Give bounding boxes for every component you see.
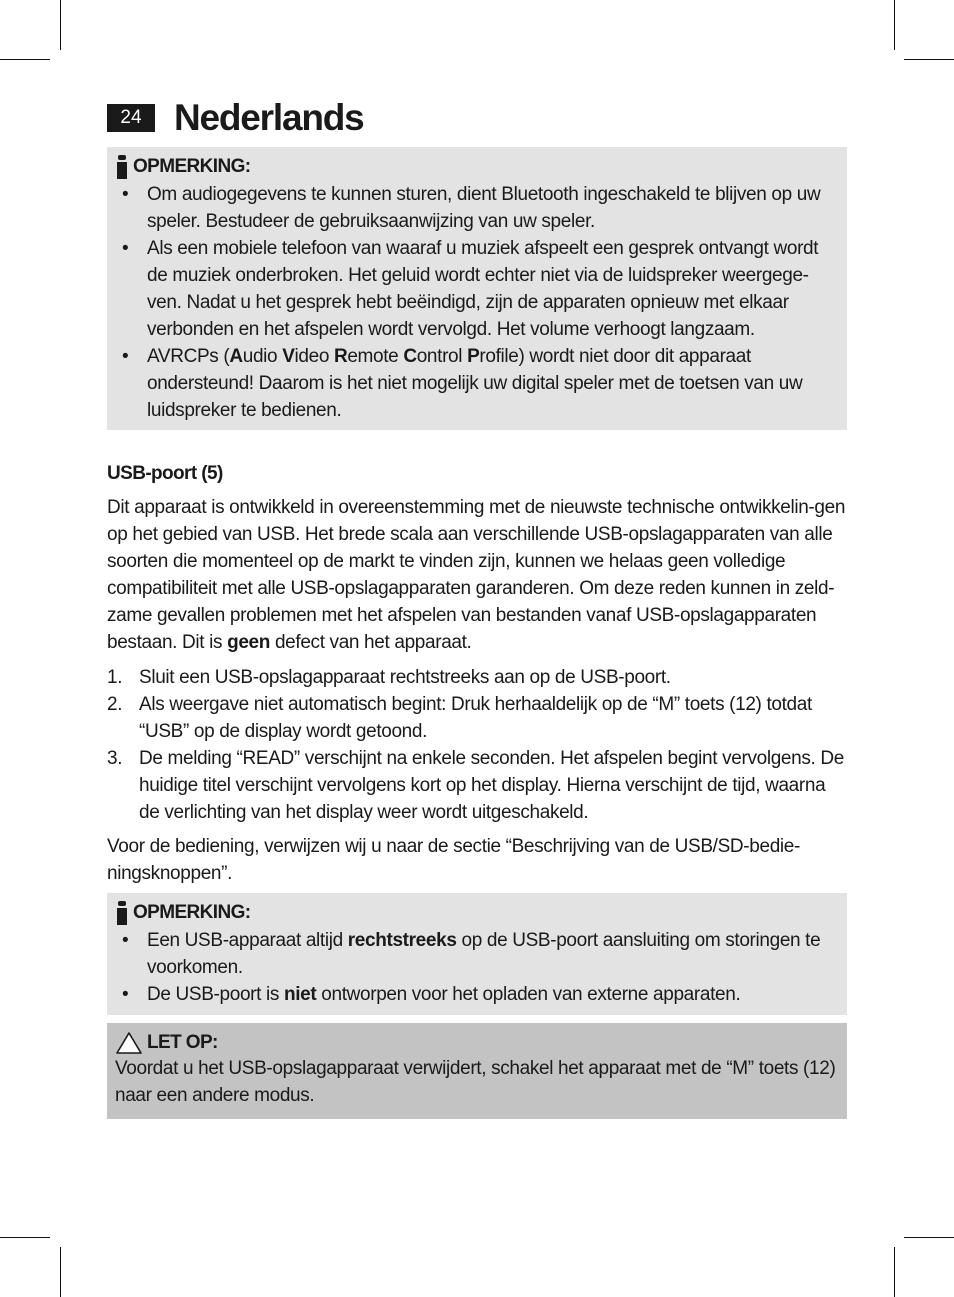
crop-mark [60, 1247, 61, 1297]
note-item-bold: rechtstreeks [347, 930, 457, 951]
bold-letter: A [229, 346, 243, 367]
caution-heading-text: LET OP: [147, 1032, 218, 1053]
note-item-text: ontworpen voor het opladen van externe apparaten. [316, 984, 741, 1005]
crop-mark [894, 1247, 895, 1297]
crop-mark [894, 0, 895, 50]
page-title: Nederlands [174, 97, 364, 138]
page-number: 24 [107, 104, 155, 132]
note-item-text: emote [347, 346, 404, 367]
crop-mark [0, 59, 50, 60]
note-box [107, 147, 847, 430]
step-text: De melding “READ” verschijnt na enkele seconden. Het afspelen begint vervolgens. De huidige titel verschijnt vervolgens kort op het display. Hierna verschijnt de tijd, waarna de verlichting van het display weer wordt uitgeschakeld. [139, 748, 844, 823]
info-icon [115, 155, 128, 179]
warning-triangle-icon [115, 1031, 143, 1055]
step-number: 1. [107, 667, 123, 688]
note-item [115, 981, 839, 1008]
info-icon [115, 901, 128, 925]
step-item [107, 691, 847, 745]
note-item-text: Een USB-apparaat altijd [147, 930, 348, 951]
bold-letter: R [333, 346, 348, 367]
step-item [107, 664, 847, 691]
outro-paragraph: Voor de bediening, verwijzen wij u naar de sectie “Beschrijving van de USB/SD-bedie-ningsknoppen”. [107, 836, 800, 884]
note-item-text: Als een mobiele telefoon van waaraf u muziek afspeelt een gesprek ontvangt wordt de muziek onderbroken. Het geluid wordt echter niet via de luidspreker weergege-ven. Nadat u het gesprek hebt beëindigd, zijn de apparaten opnieuw met elkaar verbonden en het afspelen wordt vervolgd. Het volume verhoogt langzaam. [147, 238, 819, 340]
bold-letter: V [282, 346, 295, 367]
note-item-text: ontrol [416, 346, 468, 367]
note-heading-text: OPMERKING: [133, 156, 251, 177]
note-heading [115, 901, 839, 925]
step-number: 3. [107, 748, 123, 769]
note-item-text: De USB-poort is [147, 984, 284, 1005]
note-item [115, 343, 839, 424]
note-heading-text: OPMERKING: [133, 902, 251, 923]
crop-mark [60, 0, 61, 50]
caution-text: Voordat u het USB-opslagapparaat verwijdert, schakel het apparaat met de “M” toets (12) naar een andere modus. [115, 1058, 836, 1106]
bold-letter: C [403, 346, 417, 367]
note-box [107, 893, 847, 1015]
caution-box [107, 1023, 847, 1119]
intro-text: defect van het apparaat. [270, 632, 472, 653]
note-item-text: AVRCPs ( [147, 346, 230, 367]
step-number: 2. [107, 694, 123, 715]
caution-heading [115, 1031, 839, 1055]
note-item-text: ideo [294, 346, 334, 367]
intro-text: Dit apparaat is ontwikkeld in overeenstemming met de nieuwste technische ontwikkelin-gen op het gebied van USB. Het brede scala aan verschillende USB-opslagapparaten van alle soorten die momenteel op de markt te vinden zijn, kunnen we helaas geen volledige compatibiliteit met alle USB-opslagapparaten garanderen. Om deze reden kunnen in zeld-zame gevallen problemen met het afspelen van bestanden vanaf USB-opslagapparaten bestaan. Dit is [107, 497, 846, 653]
note-item-text: udio [242, 346, 283, 367]
crop-mark [904, 59, 954, 60]
note-heading [115, 155, 839, 179]
intro-bold: geen [227, 632, 271, 653]
intro-paragraph [107, 494, 852, 656]
note-item [115, 927, 839, 981]
note-item [115, 235, 839, 343]
step-text: Sluit een USB-opslagapparaat rechtstreeks aan op de USB-poort. [139, 667, 671, 688]
step-item [107, 745, 847, 826]
note-item-text: rofile) wordt niet door dit apparaat ondersteund! Daarom is het niet mogelijk uw digital speler met de toetsen van uw luidspreker te bedienen. [147, 346, 803, 421]
page-header [107, 96, 364, 140]
section-heading: USB-poort (5) [107, 463, 223, 484]
note-item [115, 181, 839, 235]
steps-list [107, 664, 847, 826]
step-text: Als weergave niet automatisch begint: Druk herhaaldelijk op de “M” toets (12) totdat “USB” op de display wordt getoond. [139, 694, 812, 742]
crop-mark [904, 1237, 954, 1238]
note-list [115, 927, 839, 1008]
bold-letter: P [467, 346, 480, 367]
note-list [115, 181, 839, 424]
crop-mark [0, 1237, 50, 1238]
note-item-text: Om audiogegevens te kunnen sturen, dient Bluetooth ingeschakeld te blijven op uw speler. Bestudeer de gebruiksaanwijzing van uw speler. [147, 184, 821, 232]
note-item-bold: niet [283, 984, 317, 1005]
note-item-text: op de USB-poort aansluiting om storingen te voorkomen. [147, 930, 821, 978]
